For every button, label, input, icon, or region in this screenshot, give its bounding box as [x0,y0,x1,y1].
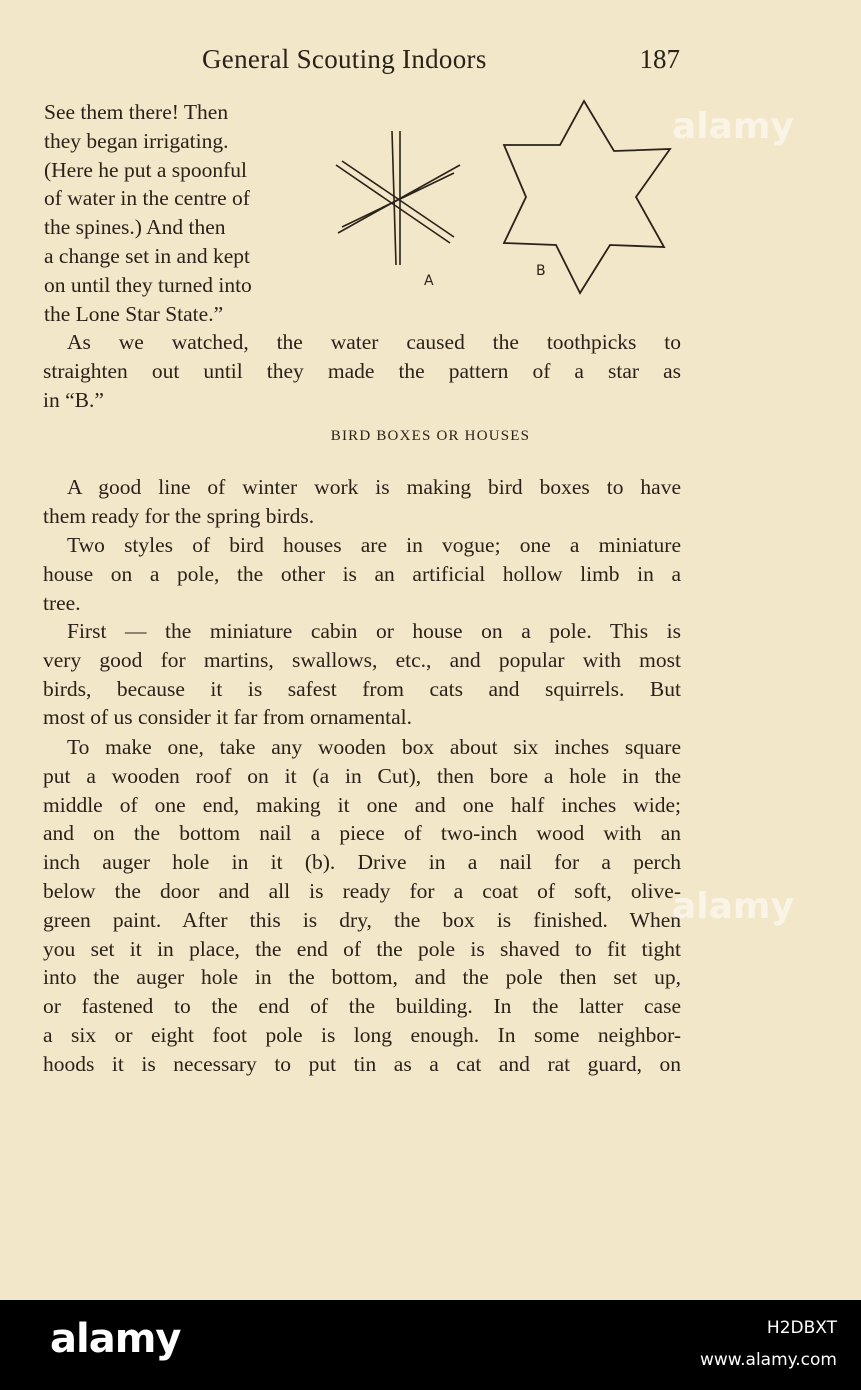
text-line: on until they turned into [44,272,252,297]
text-line: you set it in place, the end of the pole is shaved to fit tight [43,936,681,961]
figure-label-a: A [424,273,434,289]
text-line: As we watched, the water caused the toothpicks to [67,330,681,354]
paragraph [43,328,681,414]
page-header [42,42,680,82]
text-line: hoods it is necessary to put tin as a cat and rat guard, on [43,1051,681,1076]
text-line: and on the bottom nail a piece of two-inch wood with an [43,821,681,846]
text-line: middle of one end, making it one and one half inches wide; [43,792,681,817]
text-line: straighten out until they made the pattern of a star as [43,358,681,383]
text-line: (Here he put a spoonful [44,157,247,182]
image-id: H2DBXT [766,1318,837,1338]
figure-drawing [330,95,690,305]
text-line: into the auger hole in the bottom, and the pole then set up, [43,965,681,990]
text-line: See them there! Then [44,100,229,124]
text-line: inch auger hole in it (b). Drive in a nail for a perch [43,850,681,875]
figure-a-toothpicks [336,131,460,265]
running-head: General Scouting Indoors [202,44,487,74]
watermark-overlay: alamy [672,106,794,147]
text-line: of water in the centre of [44,186,250,211]
text-line: First — the miniature cabin or house on a pole. This is [67,619,681,643]
text-line: put a wooden roof on it (a in Cut), then bore a hole in the [43,763,681,788]
paragraph [43,473,681,531]
text-line: in “B.” [43,387,104,412]
text-line: To make one, take any wooden box about six inches square [67,735,681,759]
text-line: a six or eight foot pole is long enough. In some neighbor- [43,1022,681,1047]
alamy-logo: alamy [50,1316,181,1362]
stock-watermark-bar [0,1300,861,1390]
text-line: Two styles of bird houses are in vogue; one a miniature [67,533,681,557]
watermark-overlay: alamy [672,886,794,927]
text-line: birds, because it is safest from cats and squirrels. But [43,676,681,701]
text-line: them ready for the spring birds. [43,503,315,528]
text-line: below the door and all is ready for a coat of soft, olive- [43,878,681,903]
figure-b-star [504,101,670,293]
intro-text-block [44,98,309,328]
text-line: a change set in and kept [44,243,250,268]
paragraph [43,733,681,1079]
text-line: house on a pole, the other is an artificial hollow limb in a [43,561,681,586]
paragraph [43,531,681,617]
text-line: they began irrigating. [44,128,229,153]
section-heading: BIRD BOXES OR HOUSES [330,428,531,444]
text-line: the Lone Star State.” [44,301,224,326]
paragraph [43,617,681,732]
text-line: tree. [43,590,81,615]
text-line: most of us consider it far from ornamental. [43,705,412,730]
text-line: the spines.) And then [44,215,226,240]
text-line: or fastened to the end of the building. In the latter case [43,994,681,1019]
figure-label-b: B [536,263,546,279]
text-line: A good line of winter work is making bird boxes to have [67,475,681,499]
text-line: very good for martins, swallows, etc., and popular with most [43,647,681,672]
text-line: green paint. After this is dry, the box is finished. When [43,907,681,932]
page-number: 187 [639,44,680,74]
watermark-url: www.alamy.com [699,1350,837,1370]
toothpick-star-figure [330,95,690,305]
